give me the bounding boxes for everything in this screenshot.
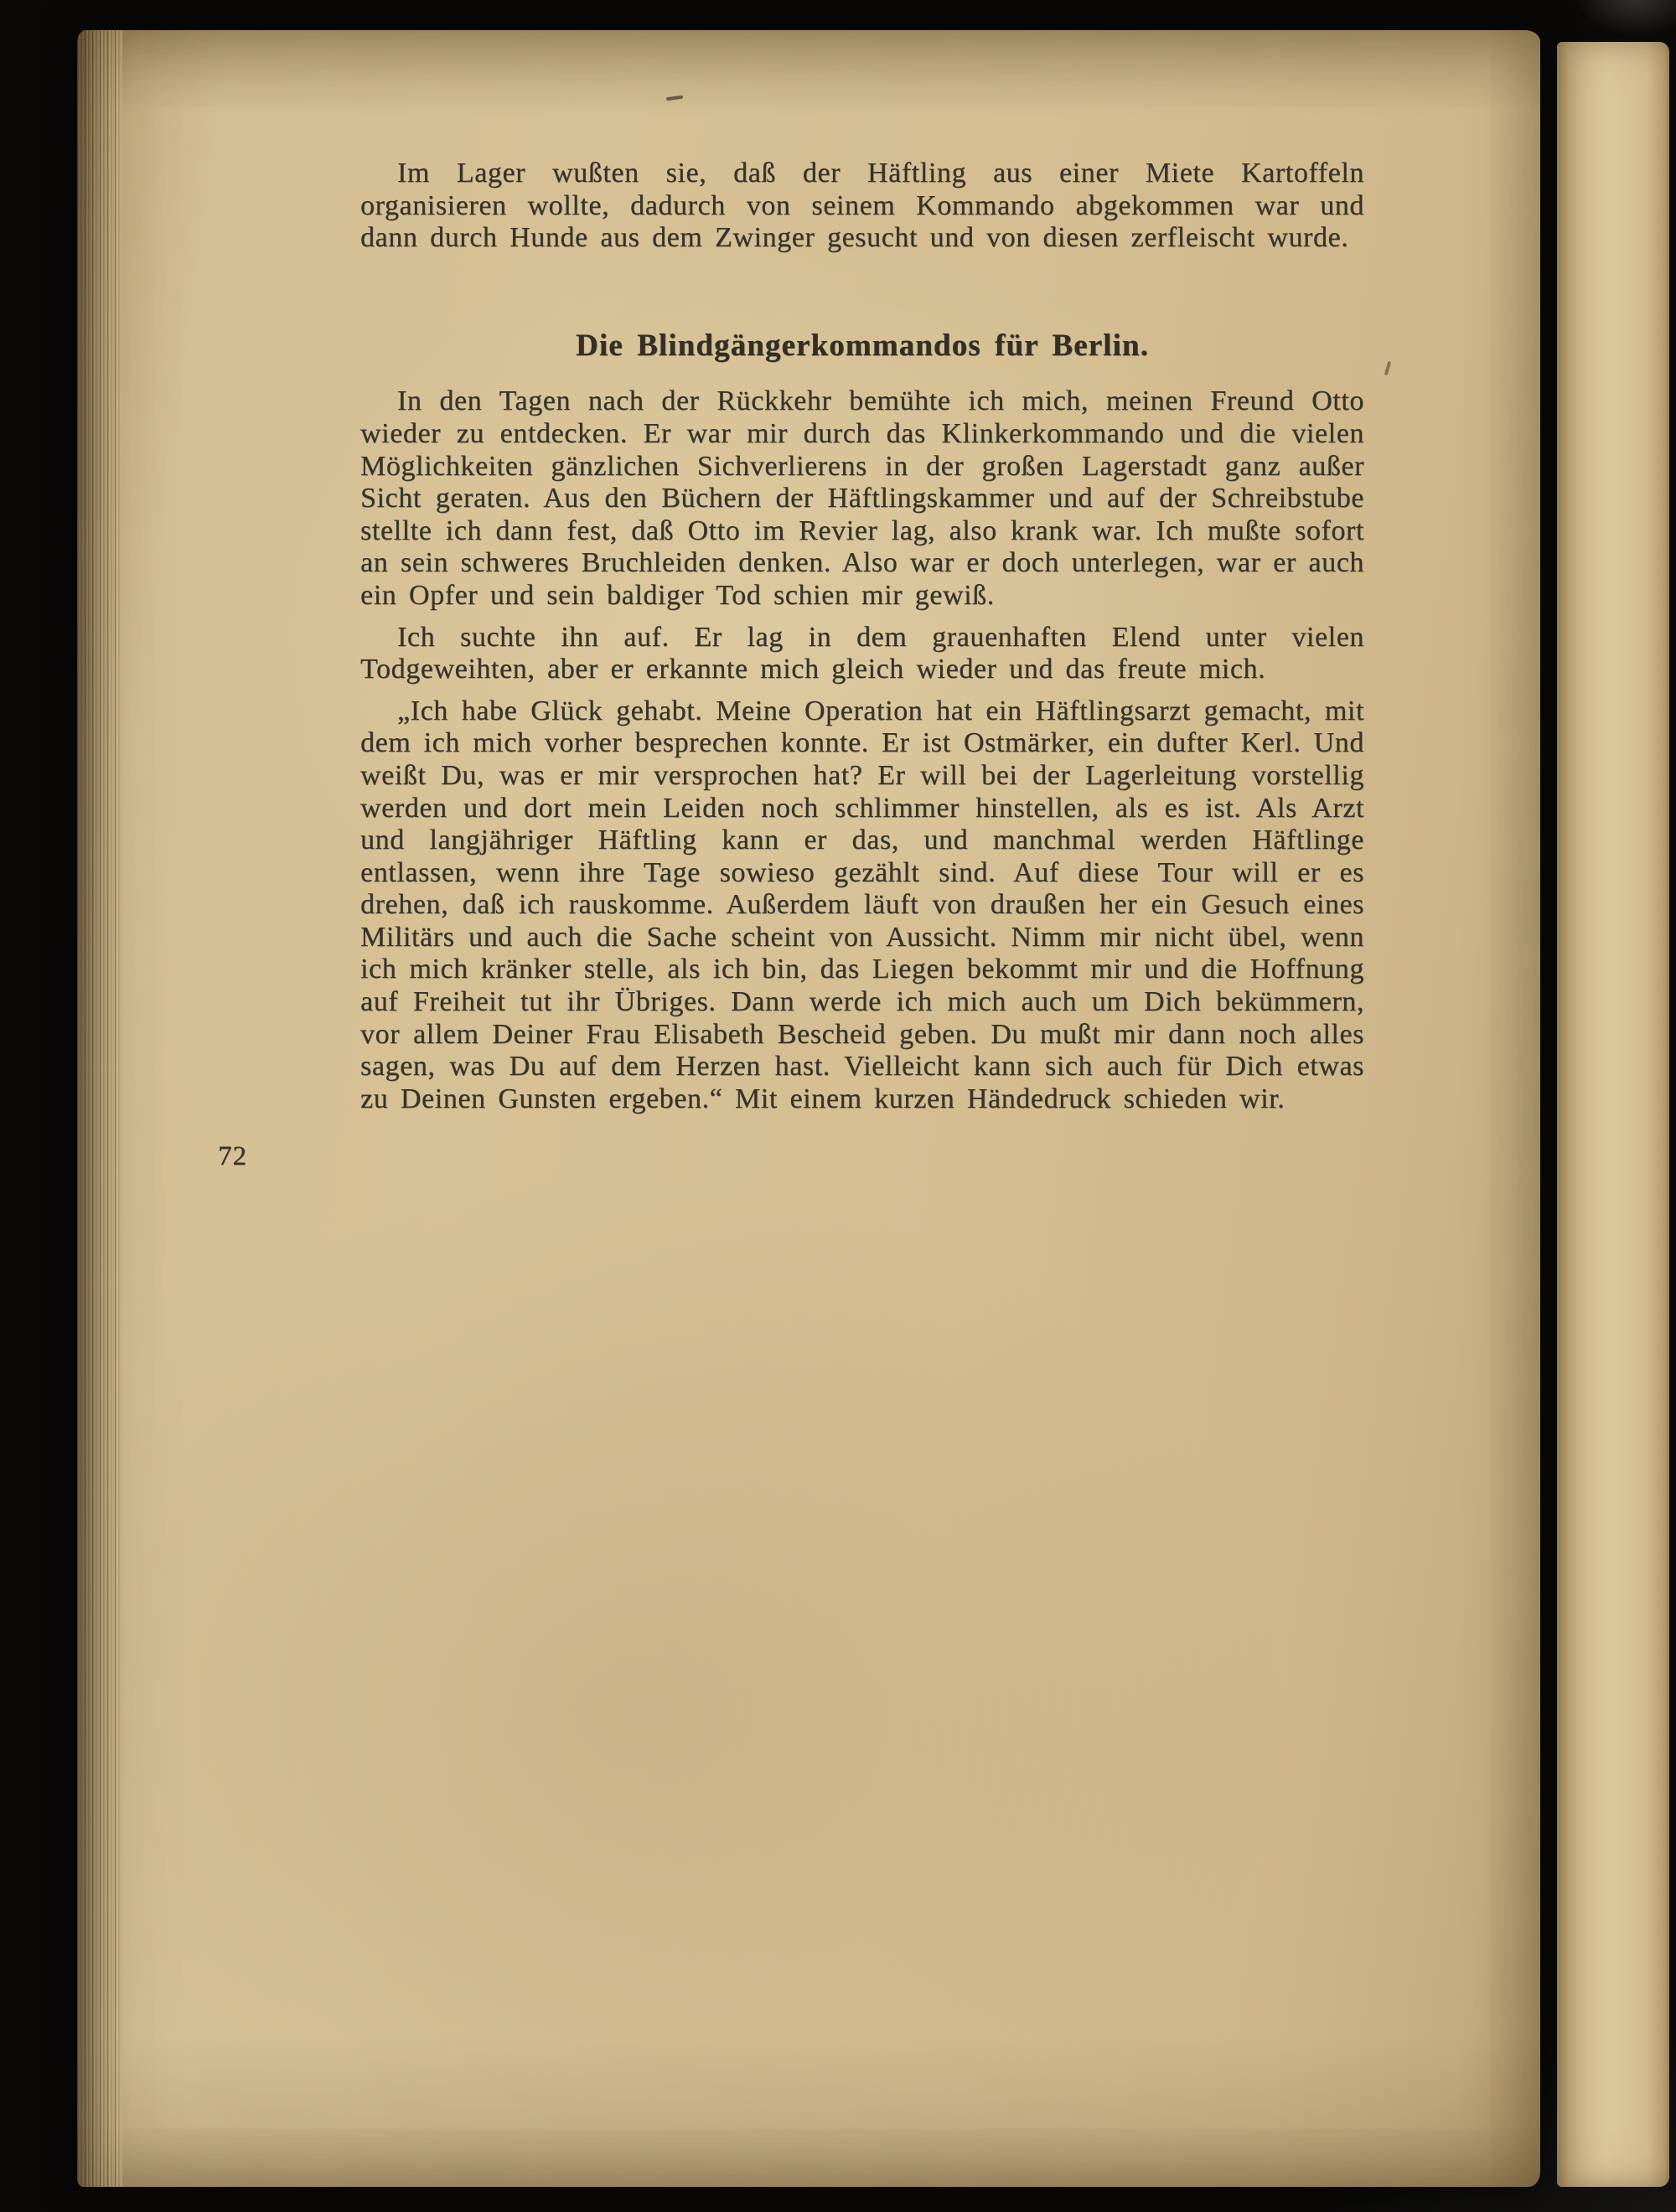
adjacent-page-edge: [1557, 42, 1669, 2187]
book-page: [77, 30, 1540, 2187]
scan-corner-smudge: [1575, 0, 1676, 37]
page-number: 72: [218, 1141, 247, 1172]
paragraph: „Ich habe Glück gehabt. Meine Operation hat ein Häftlingsarzt gemacht, mit dem ich mich vorher besprechen konnte. Er ist Ostmärker, ein dufter Kerl. Und weißt Du, was er mir versprochen hat? Er will bei der Lagerleitung vorstellig werden und dort mein Leiden noch schlimmer hinstellen, als es ist. Als Arzt und langjähriger Häftling kann er das, und manchmal werden Häftlinge entlassen, wenn ihre Tage sowieso gezählt sind. Auf diese Tour will er es drehen, daß ich rauskomme. Außerdem läuft von draußen her ein Gesuch eines Militärs und auch die Sache scheint von Aussicht. Nimm mir nicht übel, wenn ich mich kränker stelle, als ich bin, das Liegen bekommt mir und die Hoffnung auf Freiheit tut ihr Übriges. Dann werde ich mich auch um Dich bekümmern, vor allem Deiner Frau Elisabeth Bescheid geben. Du mußt mir dann noch alles sagen, was Du auf dem Herzen hast. Vielleicht kann sich auch für Dich etwas zu Deinen Gunsten ergeben.“ Mit einem kurzen Händedruck schieden wir.: [360, 695, 1364, 1114]
scan-artifact-dash: [666, 96, 683, 101]
scan-artifact-tick: [1384, 361, 1392, 375]
paragraph-intro: Im Lager wußten sie, daß der Häftling aus einer Miete Kartoffeln organisieren wollte, dadurch von seinem Kommando abgekommen war und dann durch Hunde aus dem Zwinger gesucht und von diesen zerfleischt wurde.: [360, 158, 1364, 254]
paragraph: Ich suchte ihn auf. Er lag in dem grauenhaften Elend unter vielen Todgeweihten, aber er erkannte mich gleich wieder und das freute mich.: [360, 621, 1364, 685]
text-block: [218, 158, 1364, 1173]
paragraph: In den Tagen nach der Rückkehr bemühte ich mich, meinen Freund Otto wieder zu entdecken. Er war mir durch das Klinkerkommando und die vielen Möglichkeiten gänzlichen Sichverlierens in der großen Lagerstadt ganz außer Sicht geraten. Aus den Büchern der Häftlingskammer und auf der Schreibstube stellte ich dann fest, daß Otto im Revier lag, also krank war. Ich mußte sofort an sein schweres Bruchleiden denken. Also war er doch unterlegen, war er auch ein Opfer und sein baldiger Tod schien mir gewiß.: [360, 385, 1364, 611]
chapter-heading: Die Blindgängerkommandos für Berlin.: [576, 328, 1149, 363]
page-stack-edge: [77, 30, 122, 2187]
